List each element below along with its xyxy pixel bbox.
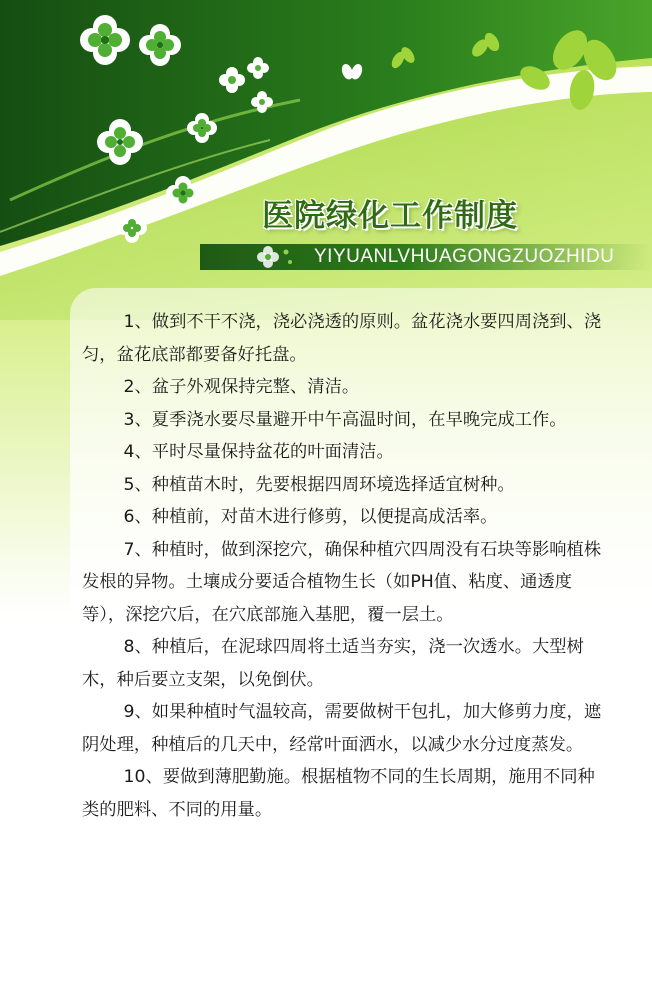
rule-item-5: 5、种植苗木时，先要根据四周环境选择适宜树种。 bbox=[123, 474, 515, 495]
rule-item-4: 4、平时尽量保持盆花的叶面清洁。 bbox=[123, 442, 394, 462]
title-block bbox=[262, 190, 642, 235]
rule-item-7: 7、种植时，做到深挖穴，确保种植穴四周没有石块等影响植株发根的异物。土壤成分要适合植物生长（如PH值、粘度、通透度等），深挖穴后，在穴底部施入基肥，覆一层土。 bbox=[82, 539, 602, 625]
subtitle-bar bbox=[200, 244, 652, 270]
page-subtitle: YIYUANLVHUAGONGZUOZHIDU bbox=[314, 246, 615, 267]
rule-item-10: 10、要做到薄肥勤施。根据植物不同的生长周期，施用不同种类的肥料、不同的用量。 bbox=[82, 767, 595, 820]
rule-item-8: 8、种植后，在泥球四周将土适当夯实，浇一次透水。大型树木，种后要立支架，以免倒伏。 bbox=[82, 637, 584, 690]
rule-item-3: 3、夏季浇水要尽量避开中午高温时间，在早晚完成工作。 bbox=[123, 409, 567, 430]
rule-item-2: 2、盆子外观保持完整、清洁。 bbox=[123, 377, 360, 397]
rule-item-6: 6、种植前，对苗木进行修剪，以便提高成活率。 bbox=[123, 507, 498, 527]
rule-item-1: 1、做到不干不浇，浇必浇透的原则。盆花浇水要四周浇到、浇匀，盆花底部都要备好托盘。 bbox=[82, 312, 602, 365]
clover-flower-icon bbox=[240, 244, 300, 270]
rules-list bbox=[82, 306, 612, 826]
rule-item-9: 9、如果种植时气温较高，需要做树干包扎，加大修剪力度，遮阴处理，种植后的几天中，经常叶面洒水，以减少水分过度蒸发。 bbox=[82, 702, 602, 755]
page-title: 医院绿化工作制度 bbox=[262, 198, 518, 234]
header-background bbox=[0, 0, 652, 320]
